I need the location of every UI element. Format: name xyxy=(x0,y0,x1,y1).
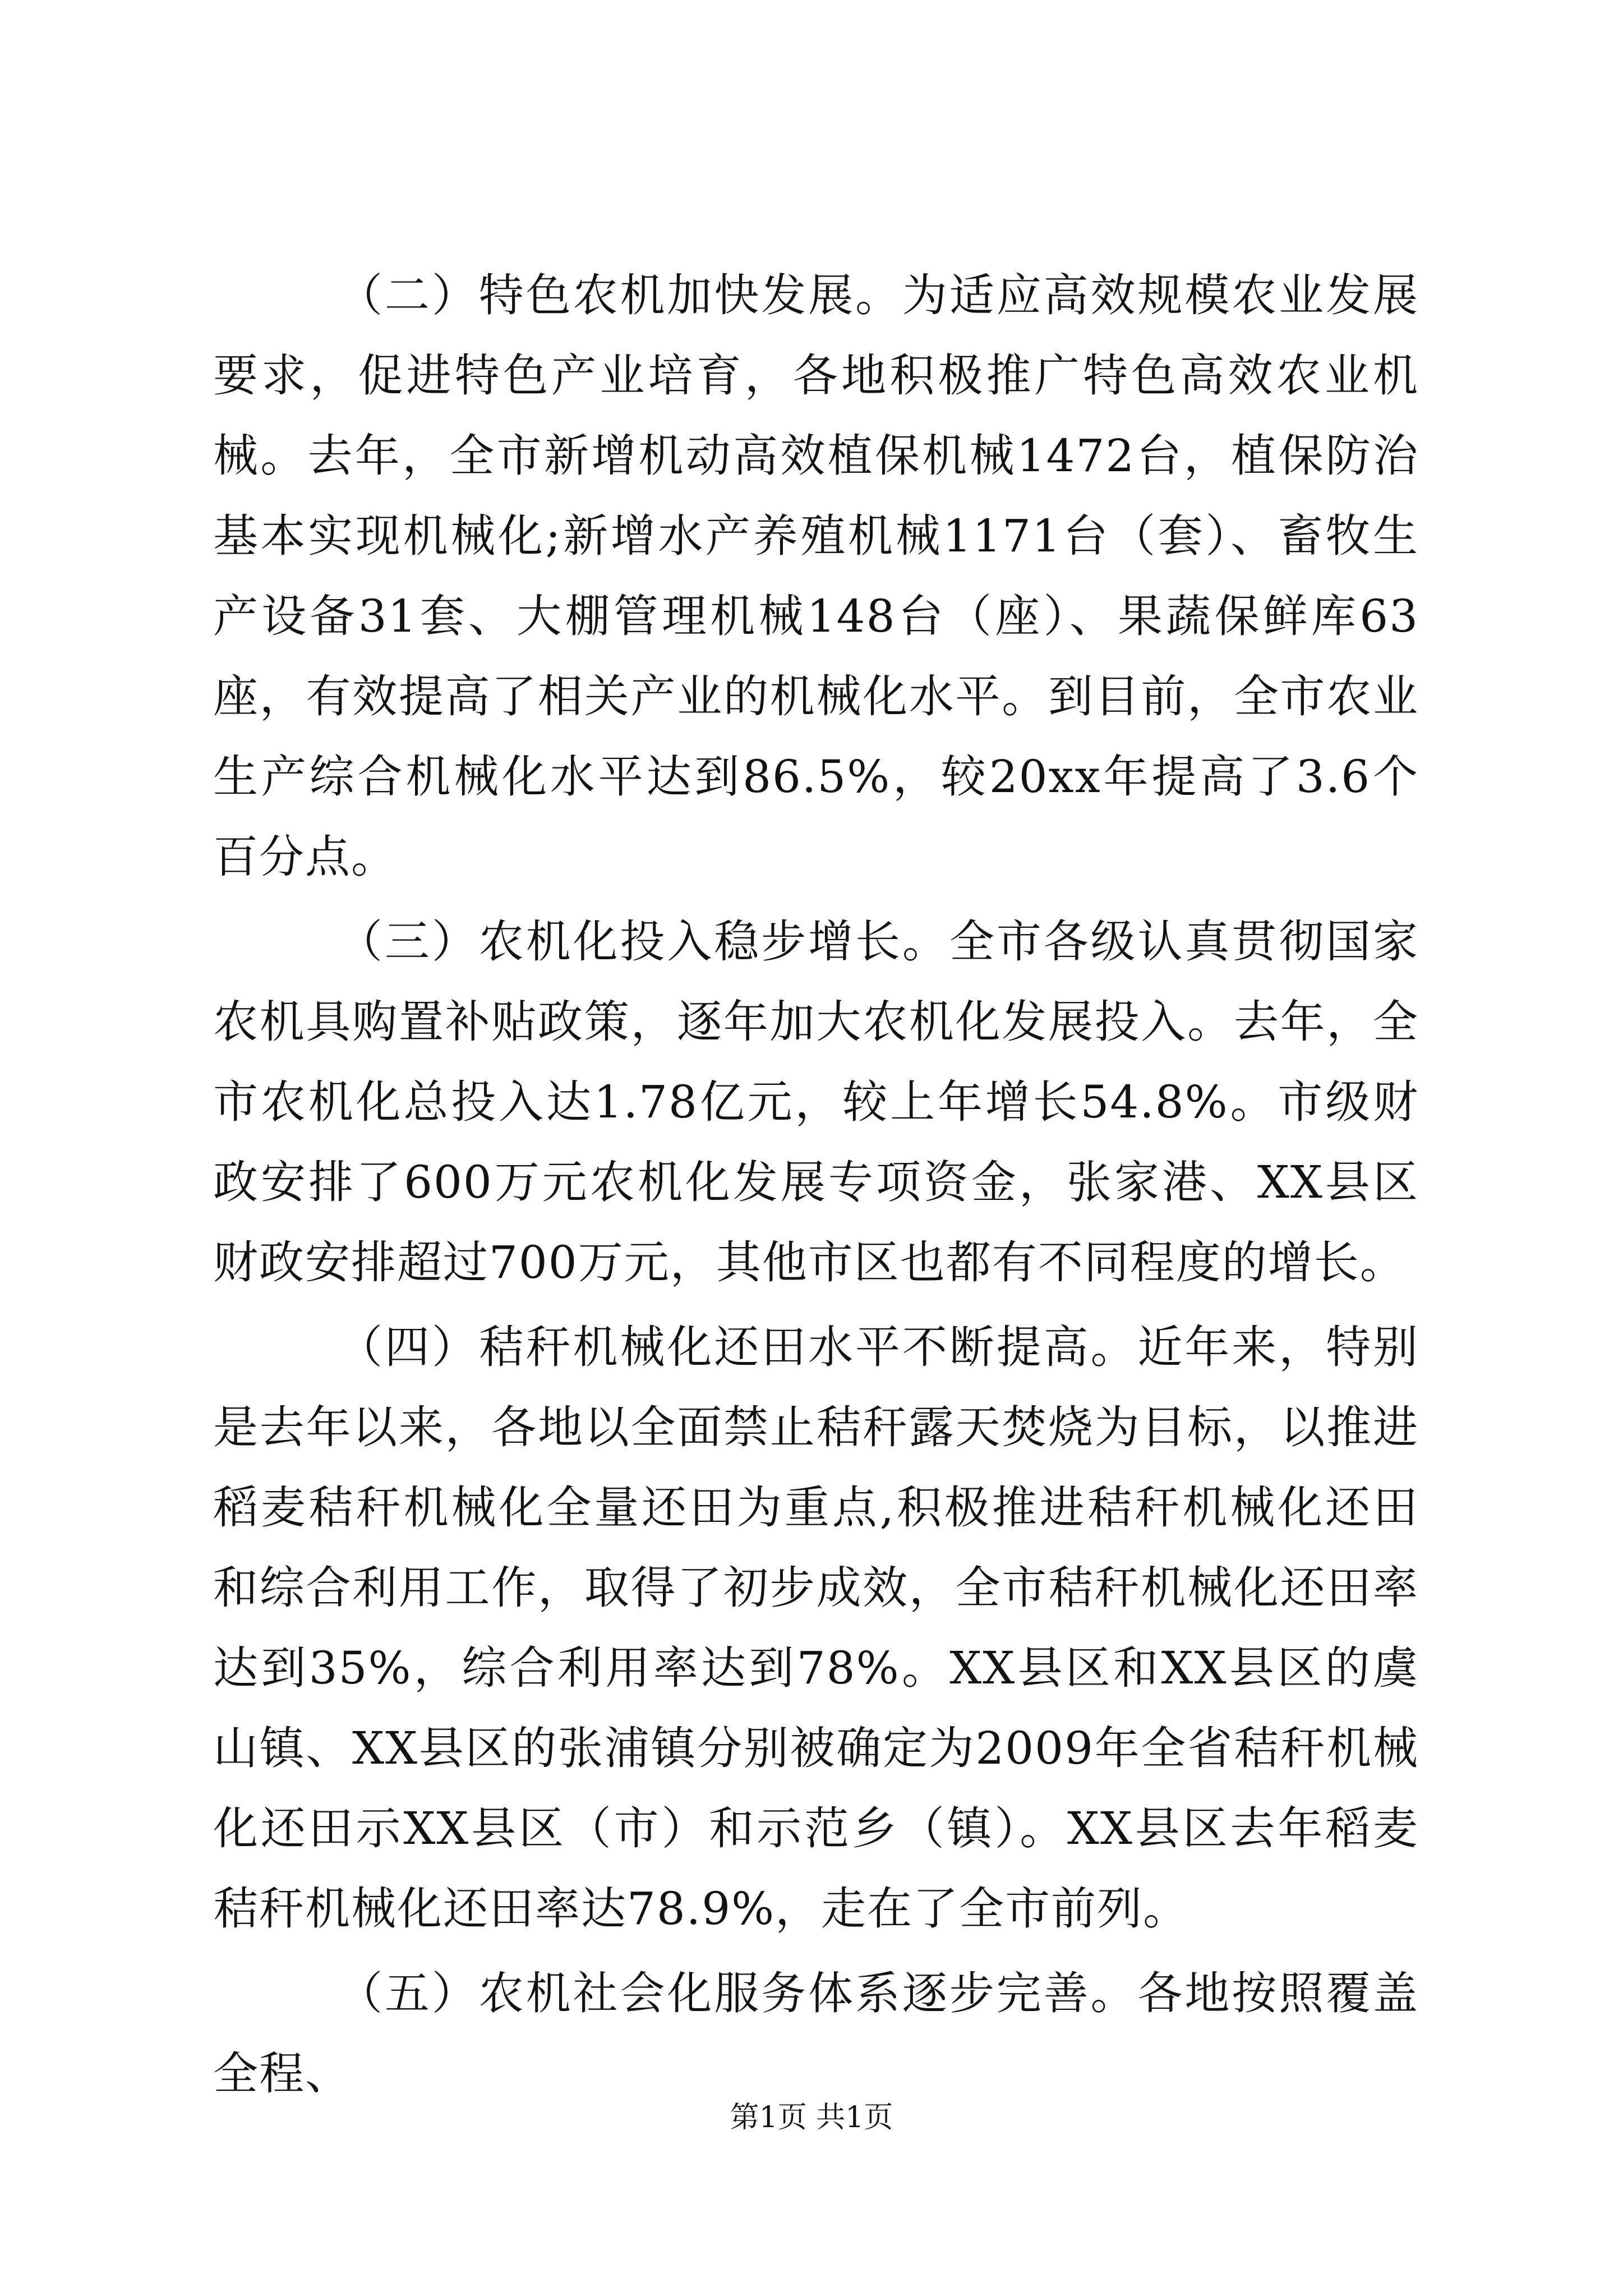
paragraph-2-special-machinery: （二）特色农机加快发展。为适应高效规模农业发展要求，促进特色产业培育，各地积极推广特色高效农业机械。去年，全市新增机动高效植保机械1472台，植保防治基本实现机械化;新增水产养殖机械1171台（套）、畜牧生产设备31套、大棚管理机械148台（座）、果蔬保鲜库63座，有效提高了相关产业的机械化水平。到目前，全市农业生产综合机械化水平达到86.5%，较20xx年提高了3.6个百分点。 xyxy=(213,269,1419,883)
paragraph-5-service-system: （五）农机社会化服务体系逐步完善。各地按照覆盖全程、 xyxy=(213,1967,1419,2100)
page-footer: 第1页 共1页 xyxy=(730,2101,893,2134)
document-body xyxy=(213,255,1419,2118)
paragraph-4-straw-returning: （四）秸秆机械化还田水平不断提高。近年来，特别是去年以来，各地以全面禁止秸秆露天焚烧为目标，以推进稻麦秸秆机械化全量还田为重点,积极推进秸秆机械化还田和综合利用工作，取得了初步成效，全市秸秆机械化还田率达到35%，综合利用率达到78%。XX县区和XX县区的虞山镇、XX县区的张浦镇分别被确定为2009年全省秸秆机械化还田示XX县区（市）和示范乡（镇）。XX县区去年稻麦秸秆机械化还田率达78.9%，走在了全市前列。 xyxy=(213,1321,1419,1935)
paragraph-3-investment-growth: （三）农机化投入稳步增长。全市各级认真贯彻国家农机具购置补贴政策，逐年加大农机化发展投入。去年，全市农机化总投入达1.78亿元，较上年增长54.8%。市级财政安排了600万元农机化发展专项资金，张家港、XX县区财政安排超过700万元，其他市区也都有不同程度的增长。 xyxy=(213,915,1419,1289)
